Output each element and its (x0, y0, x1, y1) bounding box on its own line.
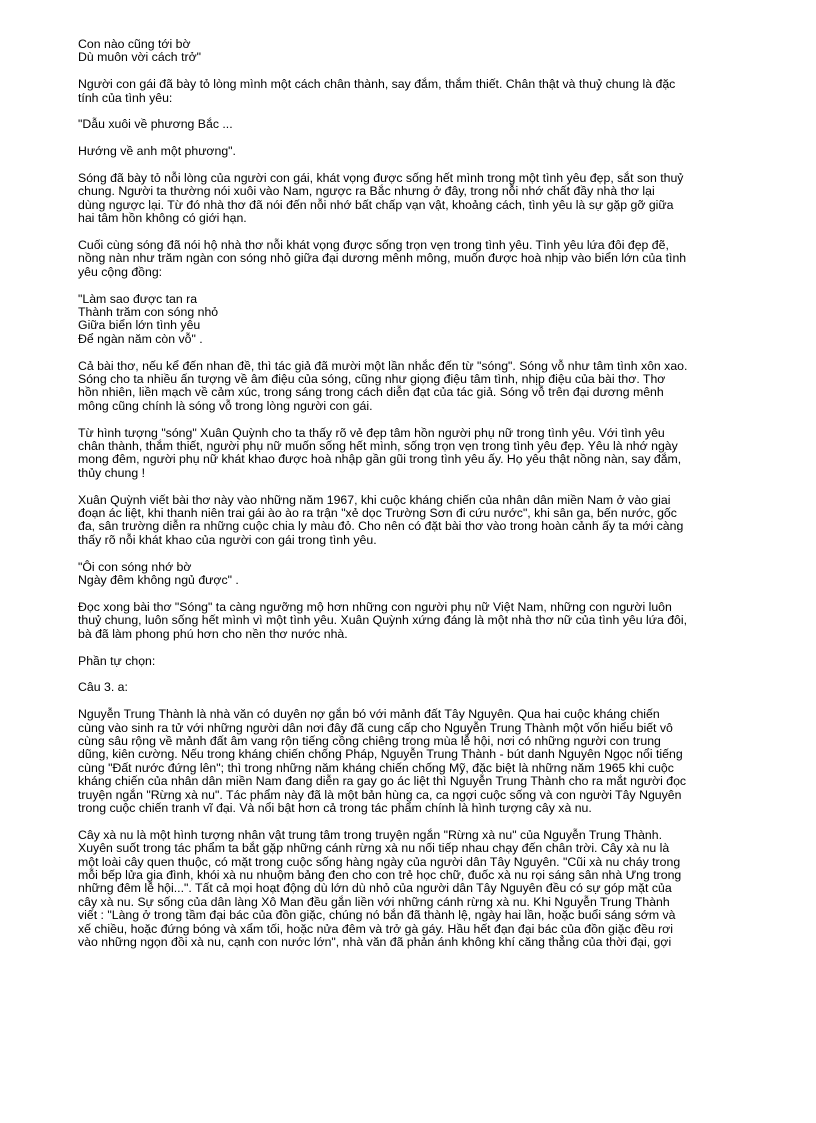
text-line: thuỷ chung, luôn sống hết mình vì một tình yêu. Xuân Quỳnh xứng đáng là một nhà thơ nữ của tình yêu lứa đôi, (78, 613, 688, 628)
paragraph (78, 681, 758, 694)
paragraph (78, 708, 758, 815)
text-line: thấy rõ nỗi khát khao của người con gái trong tình yêu. (78, 532, 377, 547)
text-line: Phần tự chọn: (78, 653, 156, 668)
text-line: Xuân Quỳnh viết bài thơ này vào những năm 1967, khi cuộc kháng chiến của nhân dân miền Nam ở vào giai (78, 492, 671, 507)
document-page (78, 38, 758, 963)
text-line: bà đã làm phong phú hơn cho nền thơ nước nhà. (78, 626, 348, 641)
text-line: dũng, kiên cường. Nếu trong kháng chiến chống Pháp, Nguyễn Trung Thành - bút danh Nguyên Ngọc nổi tiếng (78, 747, 683, 762)
text-line: Con nào cũng tới bờ (78, 37, 191, 51)
paragraph (78, 360, 758, 414)
text-line: xế chiều, hoặc đứng bóng và xẩm tối, hoặc nửa đêm và trở gà gáy. Hầu hết đạn đại bác của đồn giặc đều rơi (78, 921, 673, 936)
text-line: viết : "Làng ở trong tầm đại bác của đồn giặc, chúng nó bắn đã thành lệ, ngày hai lần, hoặc buổi sáng sớm và (78, 908, 676, 923)
paragraph (78, 427, 758, 481)
text-line: "Làm sao được tan ra (78, 291, 198, 306)
text-line: Giữa biển lớn tình yêu (78, 318, 201, 333)
text-line: Đọc xong bài thơ "Sóng" ta càng ngưỡng mộ hơn những con người phụ nữ Việt Nam, những con người luôn (78, 599, 672, 614)
text-line: yêu cộng đồng: (78, 264, 163, 279)
text-line: mông cũng chính là sóng vỗ trong lòng người con gái. (78, 398, 373, 413)
text-line: Dù muôn vời cách trở" (78, 50, 202, 65)
text-line: Câu 3. a: (78, 680, 128, 695)
paragraph (78, 118, 758, 131)
text-line: Cây xà nu là một hình tượng nhân vật trung tâm trong truyện ngắn "Rừng xà nu" của Nguyễn Trung Thành. (78, 827, 663, 842)
paragraph (78, 78, 758, 105)
text-line: mỗi bếp lửa gia đình, khói xà nu nhuộm bảng đen cho con trẻ học chữ, đuốc xà nu rọi sáng sân nhà Ưng trong (78, 867, 682, 882)
text-line: Sóng cho ta nhiều ấn tượng về âm điệu của sóng, cũng như giọng điệu tâm tình, nhịp điệu của bài thơ. Thơ (78, 372, 666, 387)
paragraph (78, 145, 758, 158)
text-line: nồng nàn như trăm ngàn con sóng nhỏ giữa đại dương mênh mông, muốn được hoà nhịp vào biển lớn của tình (78, 251, 687, 266)
text-line: Hướng về anh một phương". (78, 144, 236, 159)
text-line: vào những ngọn đồi xà nu, cạnh con nước lớn", nhà văn đã phản ánh không khí căng thẳng của thời đại, gợi (78, 934, 672, 949)
text-line: Ngày đêm không ngủ được" . (78, 573, 239, 588)
text-line: chân thành, thắm thiết, người phụ nữ muốn sống hết mình, sống trọn vẹn trong tình yêu đẹp. Yêu là nhớ ngày (78, 439, 678, 454)
paragraph (78, 293, 758, 347)
text-line: tính của tình yêu: (78, 90, 173, 105)
text-line: đoạn ác liệt, khi thanh niên trai gái ào ào ra trận "xẻ dọc Trường Sơn đi cứu nước", khi sân ga, bến nước, gốc (78, 506, 677, 521)
paragraph (78, 601, 758, 641)
text-line: "Ôi con sóng nhớ bờ (78, 559, 192, 574)
paragraph (78, 494, 758, 548)
text-line: Từ hình tượng "sóng" Xuân Quỳnh cho ta thấy rõ vẻ đẹp tâm hồn người phụ nữ trong tình yêu. Với tình yêu (78, 425, 665, 440)
text-line: "Dẫu xuôi về phương Bắc ... (78, 117, 233, 132)
text-line: Thành trăm con sóng nhỏ (78, 305, 219, 320)
text-line: hai tâm hồn không có giới hạn. (78, 211, 247, 226)
text-line: Nguyễn Trung Thành là nhà văn có duyên nợ gắn bó với mảnh đất Tây Nguyên. Qua hai cuộc kháng chiến (78, 707, 660, 722)
text-line: cùng vào sinh ra tử với những người dân nơi đây đã cung cấp cho Nguyễn Trung Thành một vốn hiểu biết vô (78, 720, 673, 735)
text-line: cùng sâu rộng về mảnh đất âm vang rộn tiếng cồng chiêng trong mùa lễ hội, nơi có những người con trung (78, 733, 661, 748)
paragraph (78, 239, 758, 279)
paragraph (78, 172, 758, 226)
text-line: mong đêm, người phụ nữ khát khao được hoà nhập gần gũi trong tình yêu ấy. Họ yêu thật nồng nàn, say đắm, (78, 452, 682, 467)
text-line: Để ngàn năm còn vỗ" . (78, 331, 203, 346)
text-line: Cuối cùng sóng đã nói hộ nhà thơ nỗi khát vọng được sống trọn vẹn trong tình yêu. Tình yêu lứa đôi đẹp đẽ, (78, 238, 669, 253)
paragraph (78, 829, 758, 950)
text-line: Xuyên suốt trong tác phẩm ta bắt gặp những cánh rừng xà nu nối tiếp nhau chạy đến chân trời. Cây xà nu là (78, 841, 670, 856)
text-line: chung. Người ta thường nói xuôi vào Nam, ngược ra Bắc nhưng ở đây, trong nỗi nhớ chất đầy nhà thơ lại (78, 184, 655, 199)
text-line: thủy chung ! (78, 465, 145, 480)
text-line: truyện ngắn "Rừng xà nu". Tác phẩm này đã là một bản hùng ca, ca ngợi cuộc sống và con người Tây Nguyên (78, 787, 682, 802)
text-line: Người con gái đã bày tỏ lòng mình một cách chân thành, say đắm, thắm thiết. Chân thật và thuỷ chung là đặc (78, 77, 676, 92)
paragraph (78, 655, 758, 668)
text-line: cùng "Đất nước đứng lên"; thì trong những năm kháng chiến chống Mỹ, đặc biệt là những năm 1965 khi cuộc (78, 760, 674, 775)
text-line: Sóng đã bày tỏ nỗi lòng của người con gái, khát vọng được sống hết mình trong một tình yêu đẹp, sắt son thuỷ (78, 171, 684, 185)
paragraph (78, 38, 758, 65)
text-line: Cả bài thơ, nếu kể đến nhan đề, thì tác giả đã mười một lần nhắc đến từ "sóng". Sóng vỗ như tâm tình xôn xao. (78, 358, 688, 373)
text-line: dùng ngược lại. Từ đó nhà thơ đã nói đến nỗi nhớ bất chấp vạn vật, khoảng cách, tình yêu là sự gặp gỡ giữa (78, 197, 674, 212)
text-line: một loài cây quen thuộc, có mặt trong cuộc sống hàng ngày của người dân Tây Nguyên. "Cũi xà nu cháy trong (78, 854, 681, 869)
text-line: những đêm lễ hội...". Tất cả mọi hoạt động dù lớn dù nhỏ của người dân Tây Nguyên đều có sự góp mặt của (78, 881, 672, 896)
text-line: kháng chiến của nhân dân miền Nam đang diễn ra gay go ác liệt thì Nguyễn Trung Thành cho ra mắt người đọc (78, 774, 687, 789)
text-line: hồn nhiên, liền mạch về cảm xúc, trong sáng trong cách diễn đạt của tác giả. Sóng vỗ trên đại dương mênh (78, 385, 664, 400)
text-line: cây xà nu. Sự sống của dân làng Xô Man đều gắn liền với những cánh rừng xà nu. Khi Nguyễn Trung Thành (78, 894, 670, 909)
paragraph (78, 561, 758, 588)
text-line: đa, sân trường diễn ra những cuộc chia ly màu đỏ. Cho nên có đặt bài thơ vào trong hoàn cảnh ấy ta mới càng (78, 519, 684, 534)
text-line: trong cuộc chiến tranh vĩ đại. Và nổi bật hơn cả trong tác phẩm chính là hình tượng cây xà nu. (78, 800, 592, 815)
